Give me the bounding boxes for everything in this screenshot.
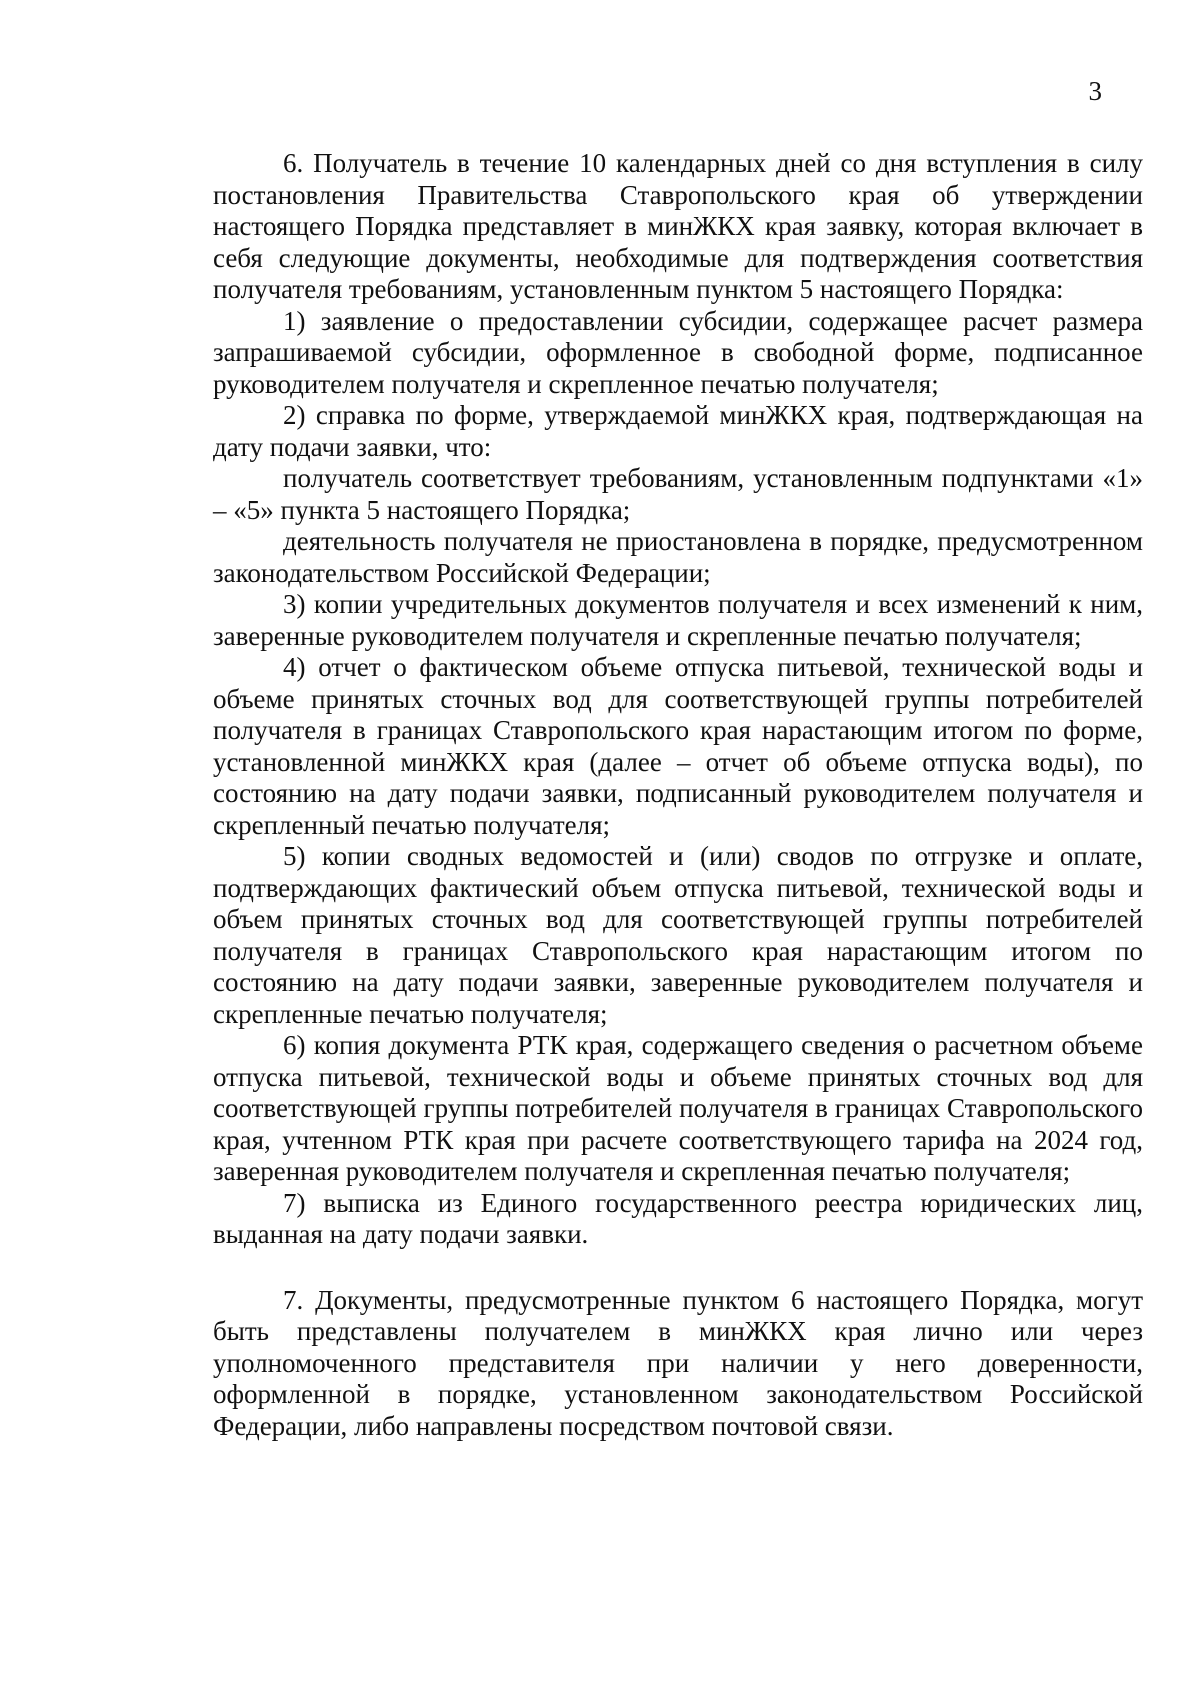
paragraph-item-7-submission: 7. Документы, предусмотренные пунктом 6 настоящего Порядка, могут быть представлены получателем в минЖКХ края лично или через уполномоченного представителя при наличии у него доверенности, оформленной в порядке, установленном законодательством Российской Федерации, либо направлены посредством почтовой связи.: [213, 1284, 1143, 1441]
list-item-4-report: 4) отчет о фактическом объеме отпуска питьевой, технической воды и объеме принятых сточных вод для соответствующей группы потребителей получателя в границах Ставропольского края нарастающим итогом по форме, установленной минЖКХ края (далее – отчет об объеме отпуска воды), по состоянию на дату подачи заявки, подписанный руководителем получателя и скрепленный печатью получателя;: [213, 652, 1143, 840]
page-number: 3: [1088, 76, 1102, 106]
list-item-2-certificate: 2) справка по форме, утверждаемой минЖКХ края, подтверждающая на дату подачи заявки, что:: [213, 400, 1143, 462]
paragraph-item-6-intro: 6. Получатель в течение 10 календарных дней со дня вступления в силу постановления Правительства Ставропольского края об утверждении настоящего Порядка представляет в минЖКХ края заявку, которая включает в себя следующие документы, необходимые для подтверждения соответствия получателя требованиям, установленным пунктом 5 настоящего Порядка:: [213, 148, 1143, 304]
certificate-subitem-compliance: получатель соответствует требованиям, установленным подпунктами «1» – «5» пункта 5 настоящего Порядка;: [213, 463, 1143, 525]
document-body: [213, 148, 1143, 1442]
list-item-7-registry-extract: 7) выписка из Единого государственного реестра юридических лиц, выданная на дату подачи заявки.: [213, 1187, 1143, 1249]
list-item-5-statements: 5) копии сводных ведомостей и (или) сводов по отгрузке и оплате, подтверждающих фактический объем отпуска питьевой, технической воды и объем принятых сточных вод для соответствующей группы потребителей получателя в границах Ставропольского края нарастающим итогом по состоянию на дату подачи заявки, заверенные руководителем получателя и скрепленные печатью получателя;: [213, 841, 1143, 1029]
list-item-3-constituent-documents: 3) копии учредительных документов получателя и всех изменений к ним, заверенные руководителем получателя и скрепленные печатью получателя;: [213, 589, 1143, 651]
list-item-1-application: 1) заявление о предоставлении субсидии, содержащее расчет размера запрашиваемой субсидии, оформленное в свободной форме, подписанное руководителем получателя и скрепленное печатью получателя;: [213, 305, 1143, 399]
certificate-subitem-activity: деятельность получателя не приостановлена в порядке, предусмотренном законодательством Российской Федерации;: [213, 526, 1143, 588]
list-item-6-rtk-document: 6) копия документа РТК края, содержащего сведения о расчетном объеме отпуска питьевой, технической воды и объеме принятых сточных вод для соответствующей группы потребителей получателя в границах Ставропольского края, учтенном РТК края при расчете соответствующего тарифа на 2024 год, заверенная руководителем получателя и скрепленная печатью получателя;: [213, 1030, 1143, 1186]
